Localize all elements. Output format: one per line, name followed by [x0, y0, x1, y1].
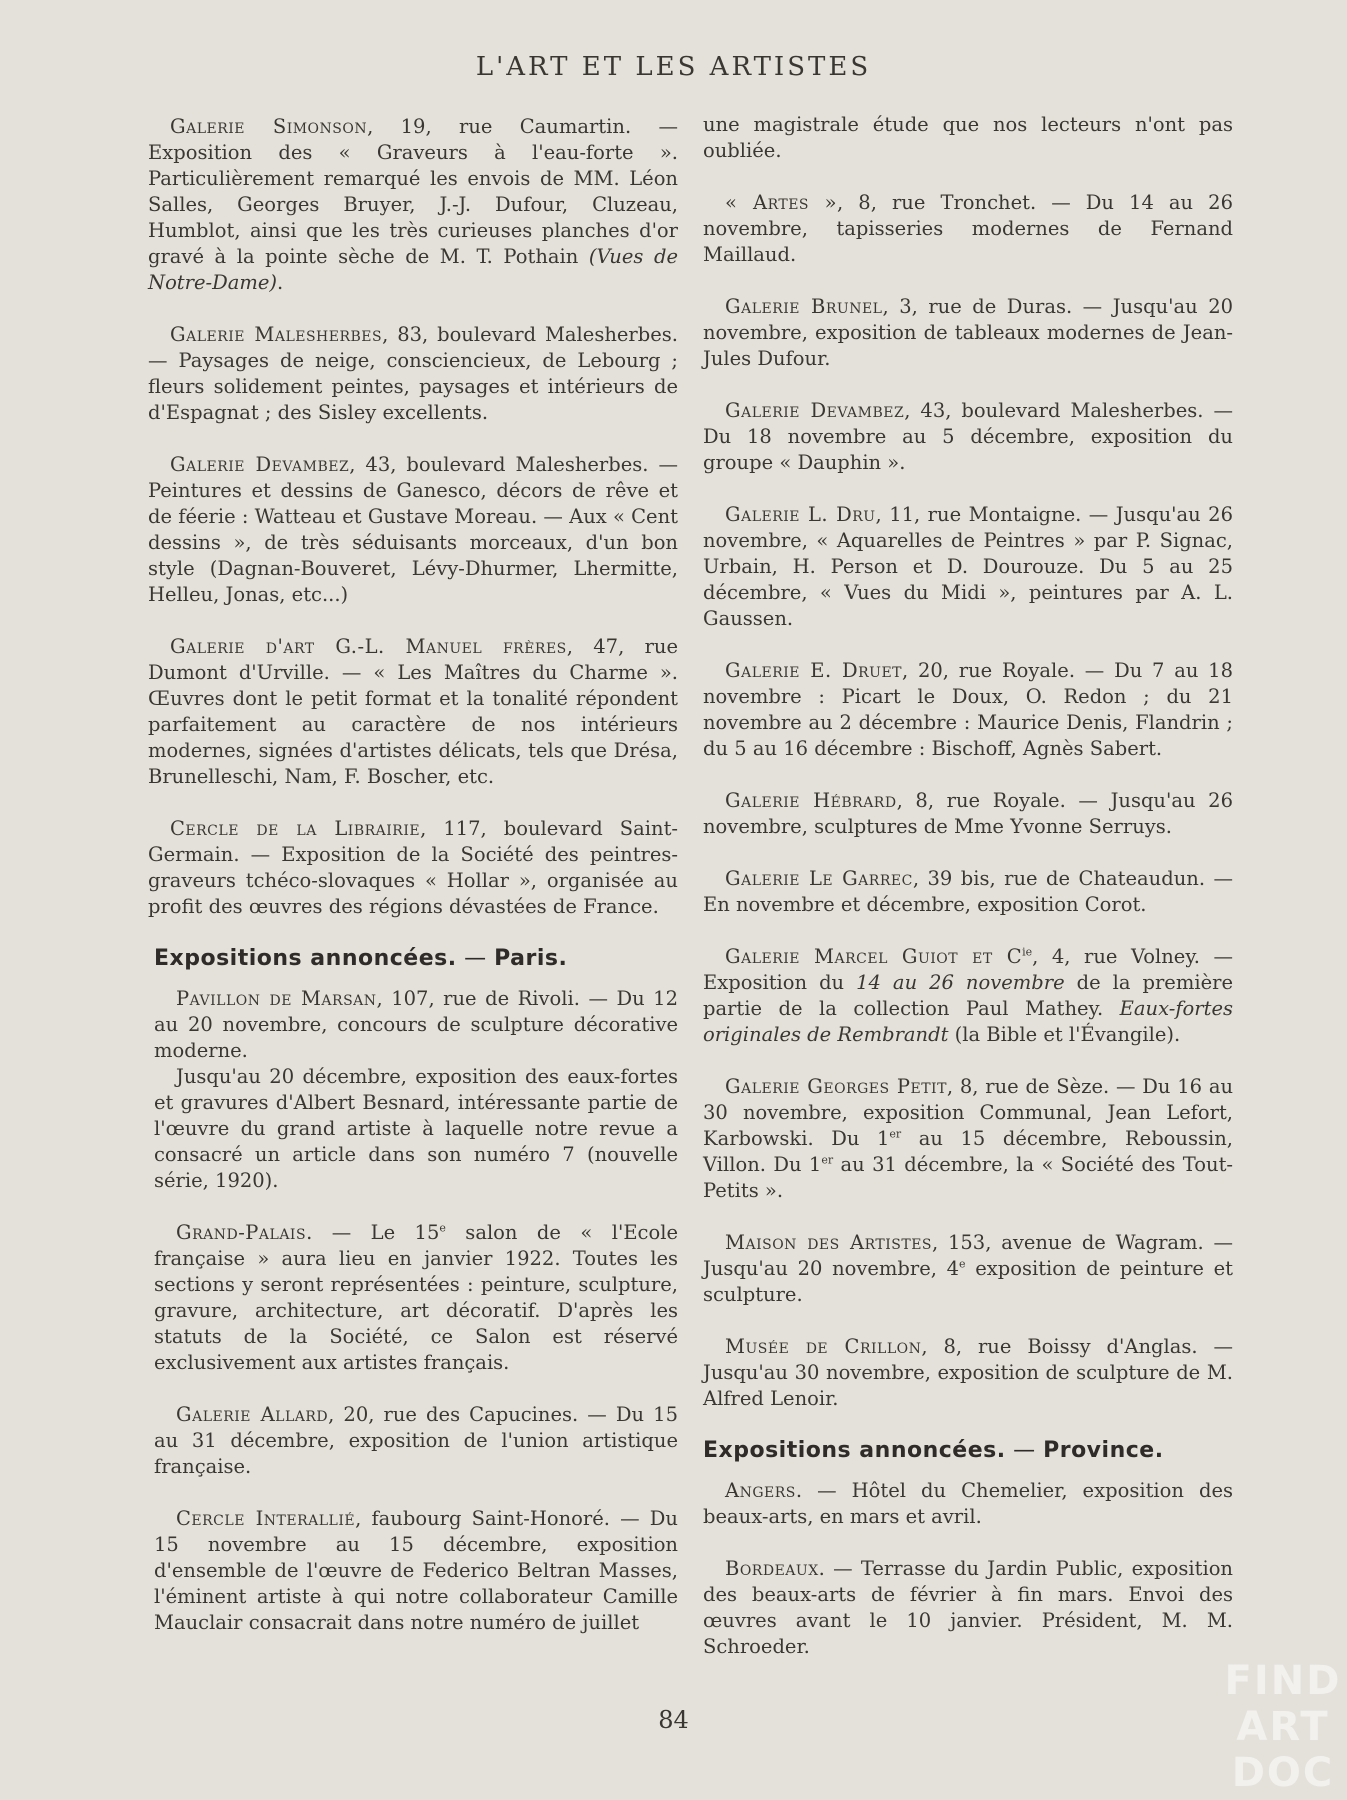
- entry-text: , 43, boulevard Malesherbes. — Du 18 novembre au 5 décembre, exposition du groupe « Dauphin ».: [703, 399, 1233, 474]
- page-number: 84: [658, 1706, 689, 1734]
- entry-text: , 153, avenue de Wagram. — Jusqu'au 20 novembre, 4: [703, 1231, 1233, 1280]
- entry-text: , 11, rue Montaigne. — Jusqu'au 26 novembre, « Aquarelles de Peintres » par P. Signac, Urbain, H. Person et D. Dourouze. Du 5 au 25 décembre, « Vues du Midi », peintures par A. L. Gaussen.: [703, 503, 1233, 630]
- gallery-name: Maison des Artistes: [725, 1231, 933, 1254]
- entry-galerie-hebrard: [703, 788, 1233, 840]
- superscript: ie: [1022, 945, 1033, 959]
- gallery-name: Grand-Palais: [176, 1221, 307, 1244]
- heading-title: Expositions annoncées.: [703, 1438, 1006, 1463]
- entry-musee-de-crillon: [703, 1334, 1233, 1412]
- superscript: e: [959, 1257, 966, 1271]
- entry-text: au 31 décembre, la « Société des Tout-Petits ».: [703, 1153, 1233, 1202]
- entry-text: , 8, rue Royale. — Jusqu'au 26 novembre, sculptures de Mme Yvonne Serruys.: [703, 789, 1233, 838]
- gallery-name: Cercle de la Librairie: [170, 817, 421, 840]
- entry-text: , 83, boulevard Malesherbes. — Paysages de neige, consciencieux, de Lebourg ; fleurs solidement peintes, paysages et intérieurs de d'Espagnat ; des Sisley excellents.: [148, 323, 678, 424]
- superscript: e: [439, 1221, 446, 1235]
- entry-galerie-allard: [154, 1402, 678, 1480]
- entry-text: , faubourg Saint-Honoré. — Du 15 novembre au 15 décembre, exposition d'ensemble de l'œuvre de Federico Beltran Masses, l'éminent artiste à qui notre collaborateur Camille Mauclair consacrait dans notre numéro de juillet: [154, 1507, 678, 1634]
- entry-text: , 4, rue Volney. — Exposition du: [703, 945, 1233, 994]
- right-column: [703, 112, 1233, 1660]
- entry-angers: [703, 1478, 1233, 1530]
- entry-text: . — Terrasse du Jardin Public, exposition des beaux-arts de février à fin mars. Envoi des œuvres avant le 10 janvier. Président, M. M. Schroeder.: [703, 1557, 1233, 1658]
- entry-text: de la première partie de la collection Paul Mathey.: [703, 971, 1233, 1020]
- section-heading-province: [703, 1438, 1233, 1464]
- superscript: er: [889, 1127, 902, 1141]
- heading-dash: —: [456, 946, 495, 971]
- entry-text: . — Hôtel du Chemelier, exposition des beaux-arts, en mars et avril.: [703, 1479, 1233, 1528]
- entry-maison-des-artistes: [703, 1230, 1233, 1308]
- entry-text: , 8, rue Boissy d'Anglas. — Jusqu'au 30 novembre, exposition de sculpture de M. Alfred Lenoir.: [703, 1335, 1234, 1410]
- gallery-name: Galerie Simonson: [170, 115, 368, 138]
- entry-bordeaux: [703, 1556, 1233, 1660]
- watermark-line: ART: [1236, 1704, 1330, 1750]
- entry-text: , 8, rue Tronchet. — Du 14 au 26 novembre, tapisseries modernes de Fernand Maillaud.: [703, 191, 1233, 266]
- entry-text: au 15 décembre, Reboussin, Villon. Du 1: [703, 1127, 1233, 1176]
- entry-text: . — Le 15: [306, 1221, 440, 1244]
- gallery-name: Galerie Hébrard: [725, 789, 897, 812]
- entry-text: , 20, rue Royale. — Du 7 au 18 novembre : Picart le Doux, O. Redon ; du 21 novembre au 2 décembre : Maurice Denis, Flandrin ; du 5 au 16 décembre : Bischoff, Agnès Sabert.: [703, 659, 1233, 760]
- entry-text: , 117, boulevard Saint-Germain. — Exposition de la Société des peintres-graveurs tchéco-slovaques « Hollar », organisée au profit des œuvres des régions dévastées de France.: [148, 817, 678, 918]
- entry-galerie-druet: [703, 658, 1233, 762]
- gallery-name: Galerie Le Garrec: [725, 867, 913, 890]
- entry-continuation: une magistrale étude que nos lecteurs n'ont pas oubliée.: [703, 113, 1233, 162]
- gallery-name: Galerie Devambez: [725, 399, 905, 422]
- left-column: [148, 114, 678, 1636]
- entry-cercle-librairie: [148, 816, 678, 920]
- gallery-name: Galerie d'art G.-L. Manuel frères: [170, 635, 567, 658]
- entry-text: (la Bible et l'Évangile).: [948, 1023, 1181, 1046]
- city-name: Angers: [725, 1479, 796, 1502]
- heading-place: Paris.: [494, 946, 568, 971]
- watermark-line: FIND: [1224, 1658, 1342, 1704]
- entry-grand-palais: [154, 1220, 678, 1376]
- entry-text: exposition de peinture et sculpture.: [703, 1257, 1233, 1306]
- gallery-name: Pavillon de Marsan: [176, 987, 377, 1010]
- entry-text: , 8, rue de Sèze. — Du 16 au 30 novembre, exposition Communal, Jean Lefort, Karbowski. Du 1: [703, 1075, 1234, 1150]
- watermark-line: DOC: [1231, 1750, 1335, 1796]
- superscript: er: [821, 1153, 834, 1167]
- entry-text: , 47, rue Dumont d'Urville. — « Les Maîtres du Charme ». Œuvres dont le petit format et la tonalité répondent parfaitement au caractère de nos intérieurs modernes, signées d'artistes délicats, tels que Drésa, Brunelleschi, Nam, F. Boscher, etc.: [148, 635, 678, 788]
- entry-galerie-devambez: [148, 452, 678, 608]
- gallery-name: Galerie L. Dru: [725, 503, 876, 526]
- gallery-name: Galerie E. Druet: [725, 659, 903, 682]
- section-heading-paris: [154, 946, 678, 972]
- entry-galerie-simonson: [148, 114, 678, 296]
- city-name: Bordeaux: [725, 1557, 819, 1580]
- entry-galerie-guiot: [703, 944, 1233, 1048]
- entry-text: , 19, rue Caumartin. — Exposition des « Graveurs à l'eau-forte ». Particulièrement remarqué les envois de MM. Léon Salles, Georges Bruyer, J.-J. Dufour, Cluzeau, Humblot, ainsi que les très curieuses planches d'or gravé à la pointe sèche de M. T. Pothain: [148, 115, 678, 268]
- heading-title: Expositions annoncées.: [154, 946, 457, 971]
- gallery-name: Galerie Marcel Guiot et C: [725, 945, 1023, 968]
- entry-pavillon-marsan-2: Jusqu'au 20 décembre, exposition des eaux-fortes et gravures d'Albert Besnard, intéressante partie de l'œuvre du grand artiste à laquelle notre revue a consacré un article dans son numéro 7 (nouvelle série, 1920).: [154, 1065, 678, 1192]
- gallery-name: Cercle Interallié: [176, 1507, 356, 1530]
- left-column-lower: [154, 946, 678, 1636]
- entry-galerie-dru: [703, 502, 1233, 632]
- gallery-name: Musée de Crillon: [725, 1335, 922, 1358]
- gallery-name: Galerie Malesherbes: [170, 323, 383, 346]
- watermark-logo: [1219, 1658, 1347, 1800]
- entry-pavillon-marsan: [154, 986, 678, 1064]
- entry-italic: (Vues de Notre-Dame): [148, 245, 678, 294]
- entry-text: , 43, boulevard Malesherbes. — Peintures et dessins de Ganesco, décors de rêve et de féerie : Watteau et Gustave Moreau. — Aux « Cent dessins », de très séduisants morceaux, d'un bon style (Dagnan-Bouveret, Lévy-Dhurmer, Lhermitte, Helleu, Jonas, etc...): [148, 453, 678, 606]
- entry-galerie-le-garrec: [703, 866, 1233, 918]
- gallery-name: Galerie Brunel: [725, 295, 883, 318]
- gallery-name: « Artes »: [725, 191, 838, 214]
- entry-text: , 20, rue des Capucines. — Du 15 au 31 décembre, exposition de l'union artistique française.: [154, 1403, 678, 1478]
- heading-place: Province.: [1043, 1438, 1164, 1463]
- entry-artes: [703, 190, 1233, 268]
- entry-cercle-interallie: [154, 1506, 678, 1636]
- entry-galerie-manuel: [148, 634, 678, 790]
- gallery-name: Galerie Georges Petit: [725, 1075, 947, 1098]
- entry-italic: Eaux-fortes originales de Rembrandt: [703, 997, 1233, 1046]
- heading-dash: —: [1005, 1438, 1044, 1463]
- running-head: L'ART ET LES ARTISTES: [475, 52, 872, 82]
- entry-text: , 3, rue de Duras. — Jusqu'au 20 novembre, exposition de tableaux modernes de Jean-Jules Dufour.: [703, 295, 1234, 370]
- entry-galerie-georges-petit: [703, 1074, 1233, 1204]
- entry-italic: 14 au 26 novembre: [856, 971, 1065, 994]
- entry-text: salon de « l'Ecole française » aura lieu en janvier 1922. Toutes les sections y seront représentées : peinture, sculpture, gravure, architecture, art décoratif. D'après les statuts de la Société, ce Salon est réservé exclusivement aux artistes français.: [154, 1221, 678, 1374]
- entry-text: , 39 bis, rue de Chateaudun. — En novembre et décembre, exposition Corot.: [703, 867, 1233, 916]
- entry-galerie-malesherbes: [148, 322, 678, 426]
- entry-text: .: [277, 271, 284, 294]
- entry-galerie-devambez-2: [703, 398, 1233, 476]
- gallery-name: Galerie Devambez: [170, 453, 350, 476]
- gallery-name: Galerie Allard: [176, 1403, 329, 1426]
- entry-galerie-brunel: [703, 294, 1233, 372]
- entry-text: , 107, rue de Rivoli. — Du 12 au 20 novembre, concours de sculpture décorative moderne.: [154, 987, 678, 1062]
